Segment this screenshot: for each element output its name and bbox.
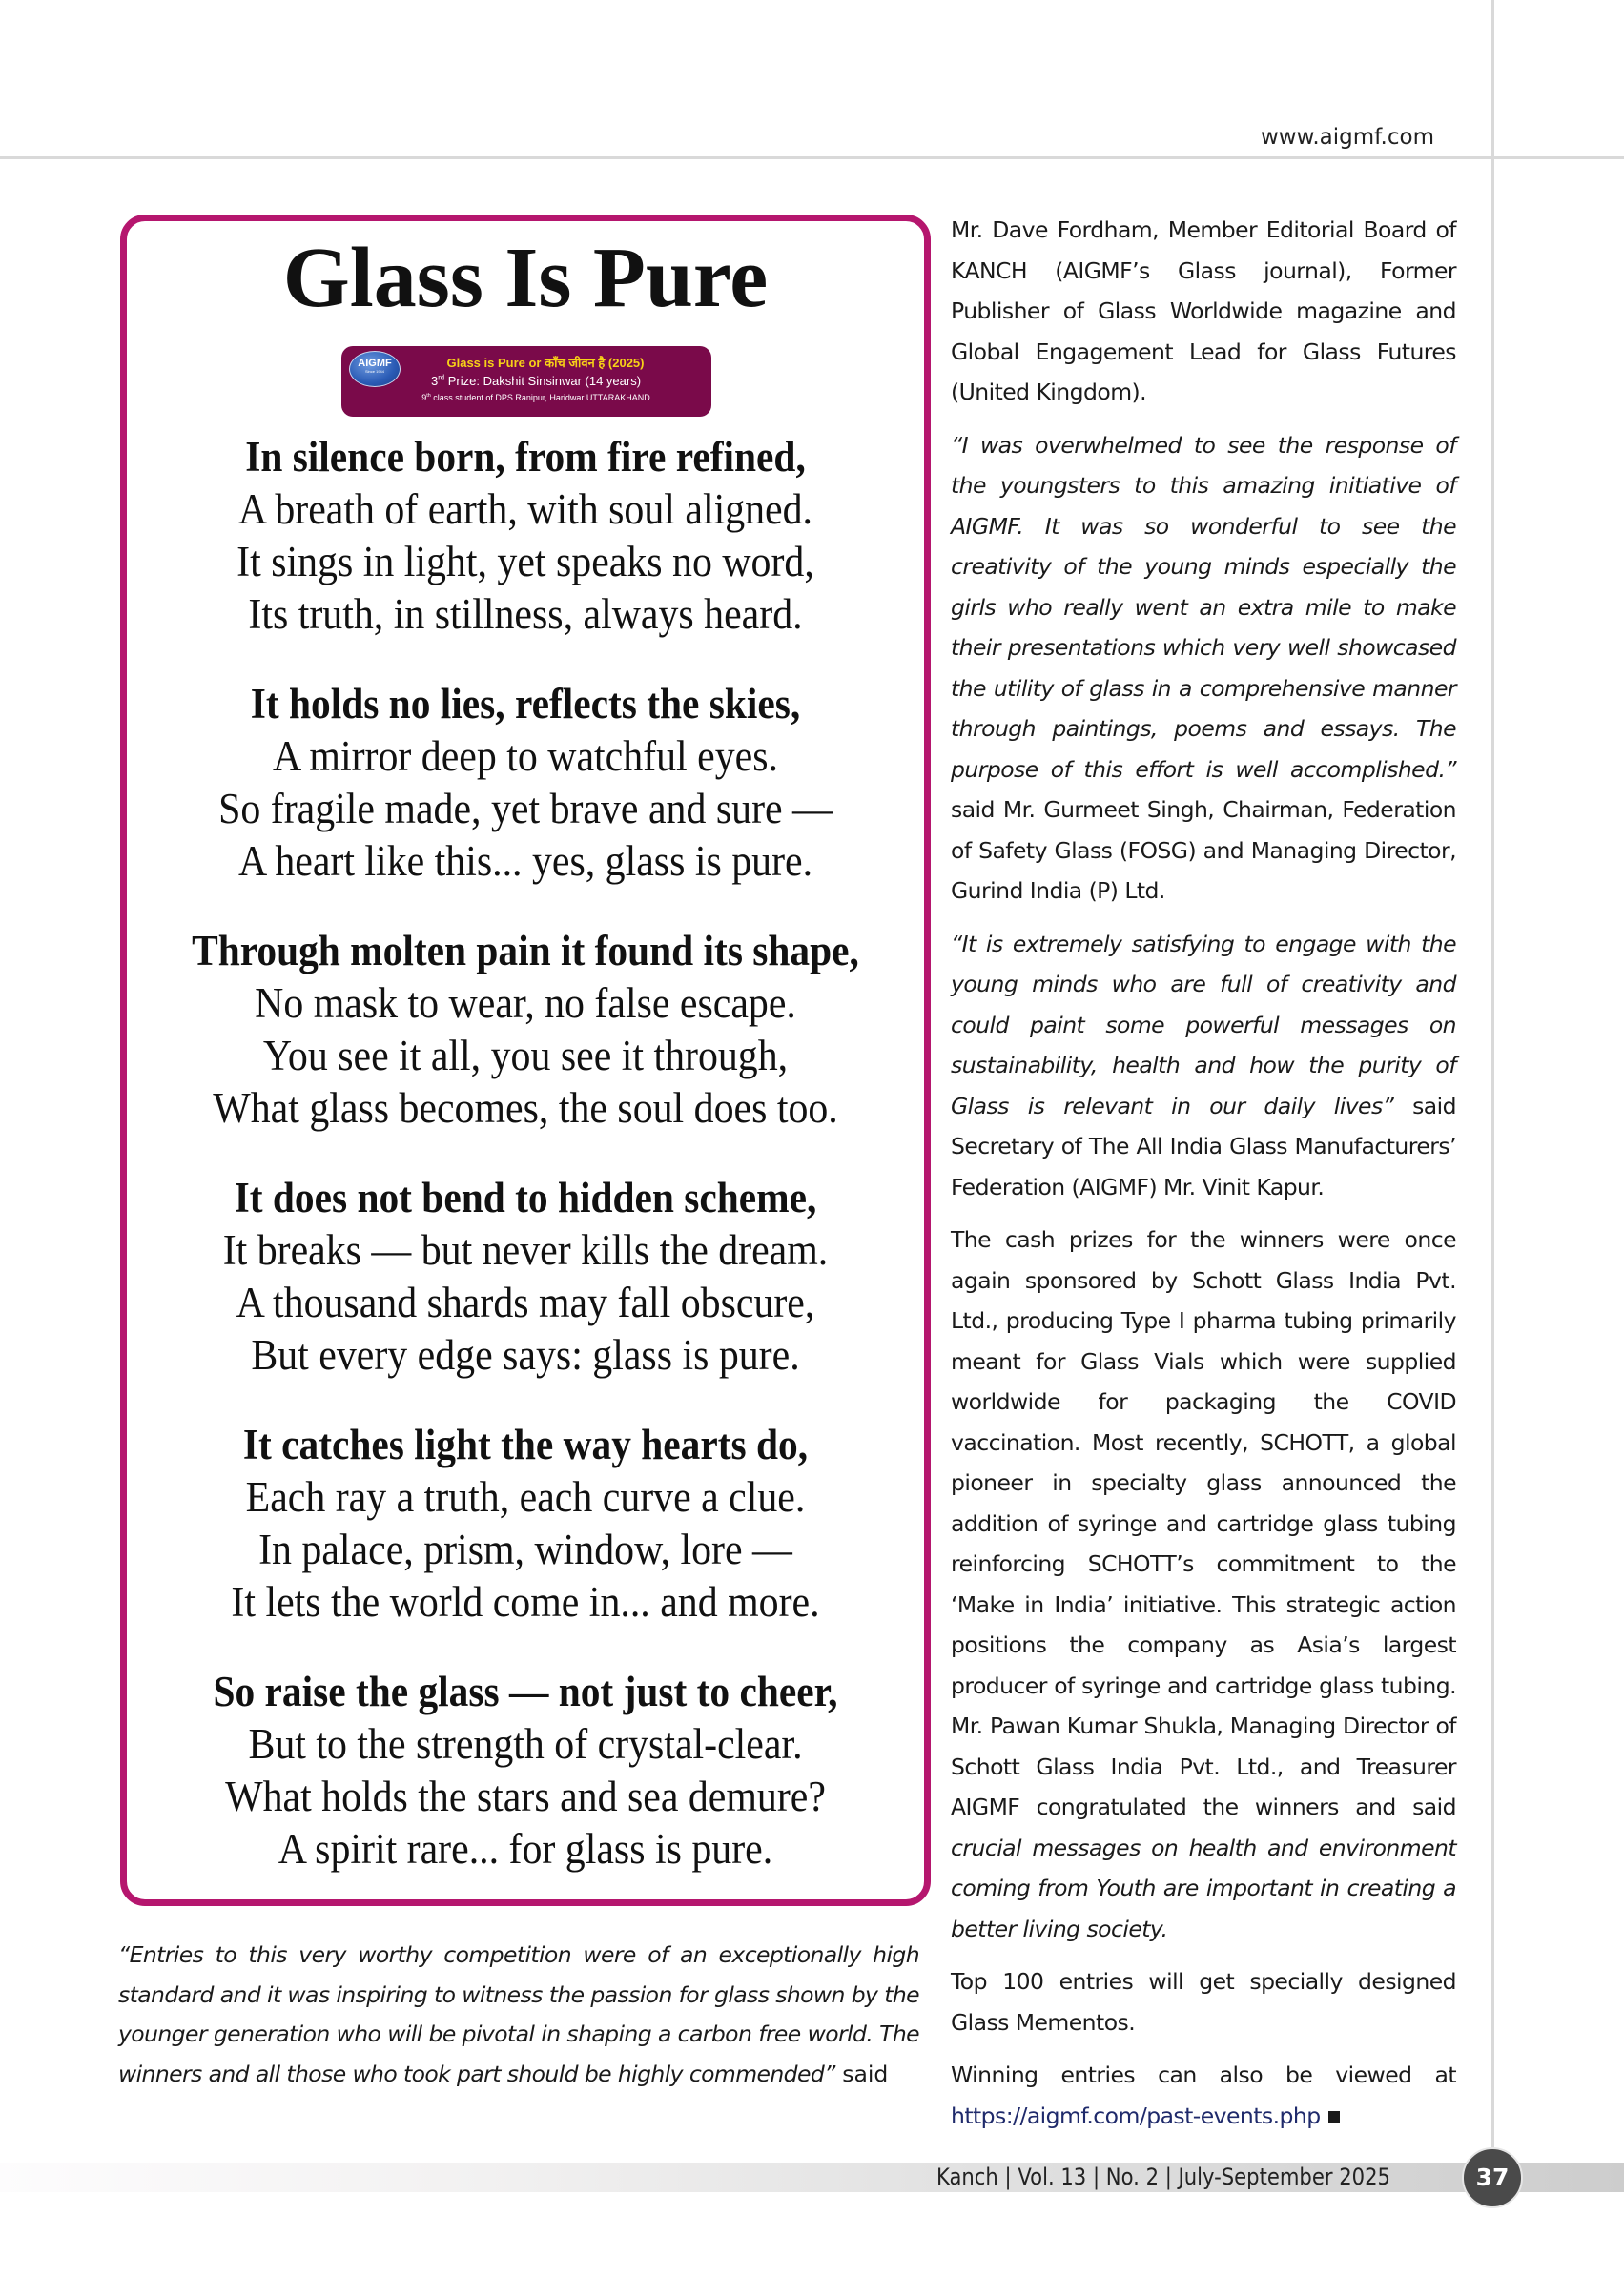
paragraph-fordham: Mr. Dave Fordham, Member Editorial Board of KANCH (AIGMF’s Glass journal), Former Publisher of Glass Worldwide magazine and Global Engagement Lead for Glass Futures (United Kingdom).: [951, 216, 1456, 405]
badge-competition-title: Glass is Pure or कॉंच जीवन है (2025): [446, 356, 645, 370]
stanza: [127, 1666, 924, 1876]
winning-entries-text: Winning entries can also be viewed at: [951, 2062, 1456, 2088]
poem-line: A thousand shards may fall obscure,: [236, 1279, 815, 1326]
poem-line: A spirit rare... for glass is pure.: [278, 1825, 773, 1873]
end-of-article-icon: [1328, 2111, 1340, 2123]
poem-line: In silence born, from fire refined,: [245, 433, 806, 481]
publication-info: Kanch | Vol. 13 | No. 2 | July-September 2025: [936, 2164, 1390, 2190]
attribution-kapur: said Secretary of The All India Glass Manufacturers’ Federation (AIGMF) Mr. Vinit Kapur.: [951, 1092, 1457, 1200]
article-column: [951, 210, 1456, 2148]
schott-text: The cash prizes for the winners were once again sponsored by Schott Glass India Pvt. Ltd., producing Type I pharma tubing primarily meant for Glass Vials which were supplied worldwide for packaging the COVID vaccination. Most recently, SCHOTT, a global pioneer in specialty glass announced the addition of syringe and cartridge glass tubing reinforcing SCHOTT’s commitment to the ‘Make in India’ initiative. This strategic action positions the company as Asia’s largest producer of syringe and cartridge glass tubing. Mr. Pawan Kumar Shukla, Managing Director of Schott Glass India Pvt. Ltd., and Treasurer AIGMF congratulated the winners and said: [951, 1226, 1456, 1820]
poem-stanzas: [127, 431, 924, 1913]
poem-line: Through molten pain it found its shape,: [192, 927, 859, 974]
logo-subtext: Since 1944: [364, 369, 384, 374]
poem-line: A heart like this... yes, glass is pure.: [237, 837, 813, 885]
stanza: [127, 431, 924, 641]
margin-divider: [1491, 0, 1494, 2147]
school-details: class student of DPS Ranipur, Haridwar UTTARAKHAND: [430, 393, 650, 402]
site-url[interactable]: www.aigmf.com: [1261, 125, 1434, 150]
paragraph-kapur-quote: [951, 924, 1456, 1208]
stanza: [127, 678, 924, 888]
judge-quote: [118, 1936, 919, 2095]
poem-line: So raise the glass — not just to cheer,: [213, 1668, 838, 1715]
stanza: [127, 1172, 924, 1382]
poem-line: A breath of earth, with soul aligned.: [237, 485, 813, 533]
poem-line: A mirror deep to watchful eyes.: [273, 732, 778, 780]
poem-line: It does not bend to hidden scheme,: [234, 1174, 817, 1221]
poem-line: What holds the stars and sea demure?: [225, 1773, 826, 1820]
poem-line: So fragile made, yet brave and sure —: [218, 785, 833, 832]
judge-quote-tail: said: [834, 2061, 889, 2088]
logo-text: AIGMF: [358, 358, 392, 369]
poem-line: But every edge says: glass is pure.: [251, 1331, 800, 1379]
poem-line: It catches light the way hearts do,: [242, 1421, 809, 1468]
class-suffix: th: [426, 393, 431, 399]
schott-quote: crucial messages on health and environment coming from Youth are important in creating a better living society.: [951, 1834, 1456, 1942]
poem-title: Glass Is Pure: [282, 231, 769, 325]
paragraph-schott: [951, 1220, 1456, 1949]
poem-line: It breaks — but never kills the dream.: [222, 1226, 829, 1274]
poem-line: What glass becomes, the soul does too.: [213, 1084, 838, 1132]
badge-school: [341, 393, 711, 402]
poem-line: In palace, prism, window, lore —: [258, 1526, 792, 1573]
quote-kapur: “It is extremely satisfying to engage with the young minds who are full of creativity and could paint some powerful messages on sustainability, health and how the purity of Glass is relevant in our daily lives”: [951, 930, 1456, 1119]
poem-box: [120, 215, 931, 1906]
class-number: 9: [421, 393, 427, 402]
poem-line: It lets the world come in... and more.: [231, 1578, 820, 1626]
poem-line: No mask to wear, no false escape.: [255, 979, 796, 1027]
paragraph-gurmeet-quote: [951, 425, 1456, 912]
poem-line: But to the strength of crystal-clear.: [248, 1720, 803, 1768]
prize-rank: 3: [430, 374, 439, 388]
badge-prize: [341, 374, 711, 388]
past-events-link[interactable]: https://aigmf.com/past-events.php: [951, 2102, 1321, 2129]
stanza: [127, 1419, 924, 1629]
paragraph-mementos: Top 100 entries will get specially designed Glass Mementos.: [951, 1968, 1456, 2036]
quote-gurmeet: “I was overwhelmed to see the response of the youngsters to this amazing initiative of AIGMF. It was so wonderful to see the creativity of the young minds especially the girls who really went an extra mile to make their presentations which very well showcased the utility of glass in a comprehensive manner through paintings, poems and essays. The purpose of this effort is well accomplished.”: [951, 431, 1456, 783]
paragraph-winning-entries: [951, 2055, 1456, 2136]
poem-line: Its truth, in stillness, always heard.: [248, 590, 803, 638]
judge-quote-text: “Entries to this very worthy competition were of an exceptionally high standard and it was inspiring to witness the passion for glass shown by the younger generation who will be pivotal in shaping a carbon free world. The winners and all those who took part should be highly commended”: [118, 1941, 919, 2088]
poem-line: It sings in light, yet speaks no word,: [236, 538, 814, 585]
attribution-gurmeet: said Mr. Gurmeet Singh, Chairman, Federation of Safety Glass (FOSG) and Managing Director, Gurind India (P) Ltd.: [951, 796, 1456, 904]
page-number: 37: [1462, 2147, 1523, 2208]
poem-line: You see it all, you see it through,: [262, 1032, 789, 1079]
stanza: [127, 925, 924, 1135]
prize-winner: Prize: Dakshit Sinsinwar (14 years): [444, 374, 642, 388]
poem-line: Each ray a truth, each curve a clue.: [245, 1473, 806, 1521]
prize-badge: [341, 346, 711, 417]
header-divider: [0, 156, 1624, 159]
poem-line: It holds no lies, reflects the skies,: [250, 680, 801, 728]
prize-rank-suffix: rd: [438, 373, 445, 382]
